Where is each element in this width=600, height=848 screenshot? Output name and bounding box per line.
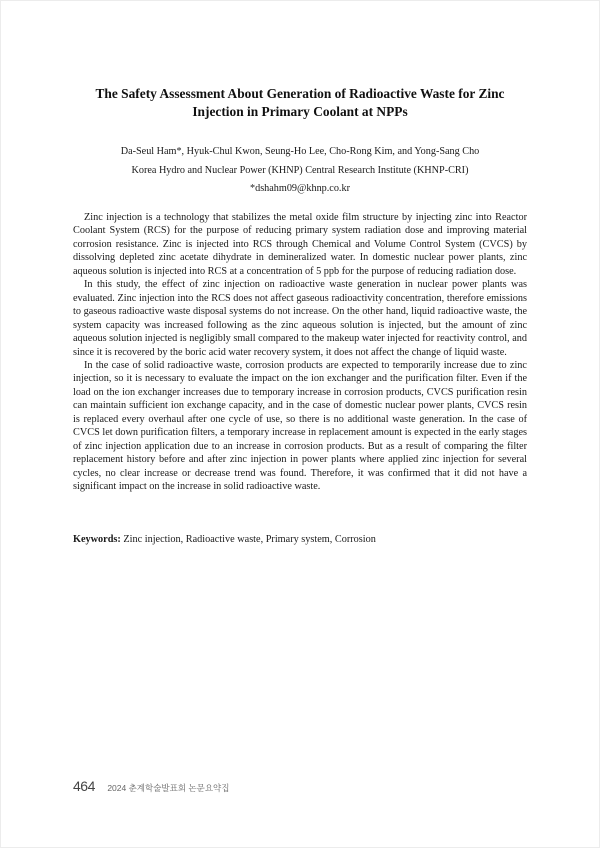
keywords-list: Zinc injection, Radioactive waste, Primary system, Corrosion [123, 534, 376, 545]
abstract-paragraph-3: In the case of solid radioactive waste, corrosion products are expected to temporarily increase due to zinc injection, so it is necessary to evaluate the impact on the ion exchanger and the purification filter. Even if the load on the ion exchanger increases due to temporary increase in corrosion products, CVCS purification resin can maintain sufficient ion exchange capacity, and in the case of domestic nuclear power plants, CVCS resin is replaced every overhaul after one cycle of use, so there is no additional waste generation. In the case of CVCS let down purification filters, a temporary increase in replacement amount is expected in the early stages of zinc injection application due to an increase in corrosion products. But as a result of comparing the filter replacement history before and after zinc injection in power plants where applied zinc injection for several cycles, no clear increase or decrease trend was found. Therefore, it was confirmed that it did not have a significant impact on the increase in solid radioactive waste. [73, 359, 527, 493]
paper-title [60, 85, 540, 120]
page-number: 464 [73, 778, 95, 794]
affiliation: Korea Hydro and Nuclear Power (KHNP) Central Research Institute (KHNP-CRI) [131, 165, 469, 176]
abstract-paragraph-2: In this study, the effect of zinc injection on radioactive waste generation in nuclear power plants was evaluated. Zinc injection into the RCS does not affect gaseous radioactivity concentration, therefore emissions to gaseous radioactive waste disposal systems do not increase. On the other hand, liquid radioactive waste, the system capacity was increased following as the zinc aqueous solution is injected, but the amount of zinc aqueous solution injected is negligibly small compared to the makeup water injected for reactivity control, and since it is recovered by the boric acid water recovery system, it does not affect the change of liquid waste. [73, 279, 527, 358]
abstract-paragraph-1: Zinc injection is a technology that stabilizes the metal oxide film structure by injecting zinc into Reactor Coolant System (RCS) for the purpose of reducing primary system radiation dose and improving material corrosion resistance. Zinc is injected into RCS through Chemical and Volume Control System (CVCS) by dissolving depleted zinc acetate dihydrate in demineralized water. In domestic nuclear power plants, zinc aqueous solution is injected into RCS at a concentration of 5 ppb for the purpose of reducing radiation dose. [73, 212, 527, 277]
corresponding-email: *dshahm09@khnp.co.kr [250, 183, 350, 194]
page-footer [73, 778, 229, 796]
proceedings-title: 2024 춘계학술발표회 논문요약집 [107, 783, 230, 793]
title-line-2: Injection in Primary Coolant at NPPs [192, 103, 408, 119]
author-list: Da-Seul Ham*, Hyuk-Chul Kwon, Seung-Ho Lee, Cho-Rong Kim, and Yong-Sang Cho [120, 146, 480, 157]
abstract-body [73, 211, 527, 494]
title-line-1: The Safety Assessment About Generation of Radioactive Waste for Zinc [95, 86, 505, 101]
keywords-label: Keywords: [73, 534, 121, 545]
keywords-line [73, 533, 527, 546]
